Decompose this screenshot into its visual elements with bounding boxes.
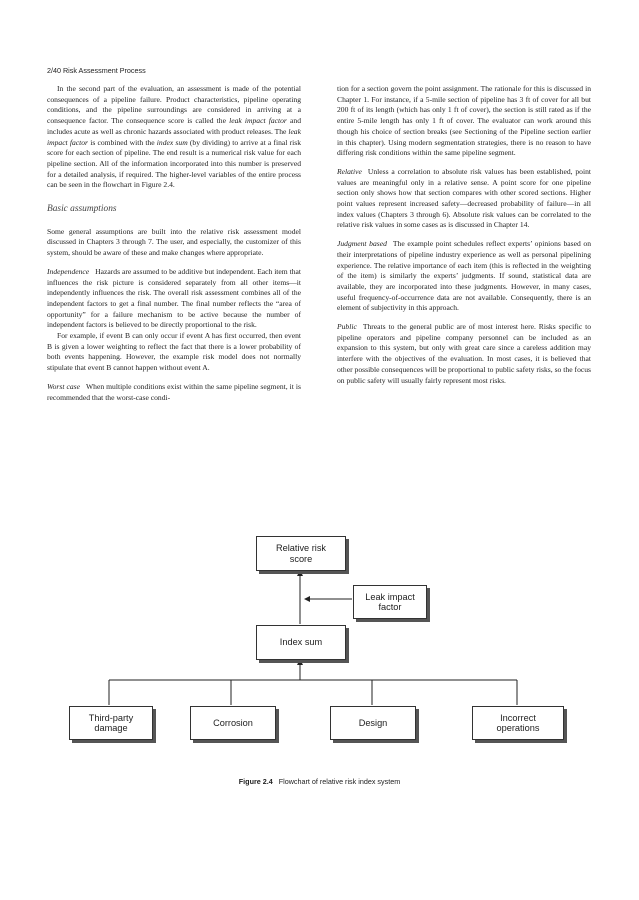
incorrect-operations-box: Incorrect operations	[472, 706, 564, 740]
public-paragraph: Public Threats to the general public are of most interest here. Risks specific to pipeline operators and pipeline company personnel can be included as an expansion to this system, but only with great care since a careless addition may interfere with the objectives of the evaluation. In most cases, it is believed that other possible consequences will be proportional to public safety risks, so the focus on public safety will usually fairly represent most risks.	[337, 322, 591, 385]
intro-paragraph: In the second part of the evaluation, an assessment is made of the potential consequences of a pipeline failure. Product characteristics, pipeline operating conditions, and the pipeline surroundings are considered in arriving at a consequence factor. The consequence score is called the leak impact factor and includes acute as well as chronic hazards associated with product releases. The leak impact factor is combined with the index sum (by dividing) to arrive at a final risk score for each section of pipeline. The end result is a numerical risk value for each pipeline section. All of the information incorporated into this number is preserved for a detailed analysis, if required. The higher-level variables of the entire process can be seen in the flowchart in Figure 2.4.	[47, 84, 301, 190]
section-heading: Basic assumptions	[47, 204, 117, 215]
public-run-head: Public	[337, 322, 357, 332]
running-head: 2/40 Risk Assessment Process	[47, 66, 146, 75]
continuation-paragraph: tion for a section govern the point assignment. The rationale for this is discussed in Chapter 1. For instance, if a 5-mile section of pipeline has 3 ft of cover for all but 200 ft of its length (which has only 1 ft of cover), the section is still rated as if the entire 5-mile length has only 1 ft of cover. The evaluator can work around this though his choice of section breaks (see Sectioning of the Pipeline section earlier in this chapter). Using modern segmentation strategies, there is no reason to have differing risk conditions within the same pipeline segment.	[337, 84, 591, 158]
example-paragraph: For example, if event B can only occur if event A has first occurred, then event B is given a lower weighting to reflect the fact that there is a lower probability of both events happening. However, the example risk model does not normally stipulate that event B cannot happen without event A.	[47, 331, 301, 373]
assumptions-intro: Some general assumptions are built into the relative risk assessment model discussed in Chapters 3 through 7. The user, and especially, the customizer of this system, should be aware of these and make changes where appropriate.	[47, 226, 301, 258]
worst-case-run-head: Worst case	[47, 381, 80, 391]
design-box: Design	[330, 706, 416, 740]
third-party-damage-box: Third-party damage	[69, 706, 153, 740]
relative-run-head: Relative	[337, 166, 362, 176]
figure-caption	[0, 777, 639, 786]
right-column	[337, 84, 591, 386]
corrosion-box: Corrosion	[190, 706, 276, 740]
relative-paragraph: Relative Unless a correlation to absolute risk values has been established, point values are meaningful only in a relative sense. A point score for one pipeline section only shows how that section compares with other scored sections. Higher point values represent increased safety—decreased probability of failure—in all index values (Chapters 3 through 6). Absolute risk values can be correlated to the relative risk values in some cases as is discussed in Chapter 14.	[337, 166, 591, 230]
worst-case-paragraph: Worst case When multiple conditions exist within the same pipeline segment, it is recommended that the worst-case condi-	[47, 381, 301, 402]
index-sum-box: Index sum	[256, 625, 346, 660]
relative-risk-score-box: Relative risk score	[256, 536, 346, 571]
figure-label: Figure 2.4	[238, 777, 273, 786]
independence-paragraph: Independence Hazards are assumed to be additive but independent. Each item that influences the risk picture is considered separately from all other items—it independently influences the risk. The overall risk assessment combines all of the independent factors to get a final number. The final number reflects the “area of opportunity” for a failure mechanism to be active because the number of independent factors is believed to be directly proportional to the risk.	[47, 266, 301, 330]
left-column	[47, 84, 301, 403]
judgment-run-head: Judgment based	[337, 239, 387, 249]
independence-run-head: Independence	[47, 266, 90, 276]
judgment-paragraph: Judgment based The example point schedules reflect experts’ opinions based on their interpretations of pipeline industry experience as well as personal pipelining experience. The relative importance of each item (this is reflected in the weighting of the item) is similarly the experts’ judgments. If sound, statistical data are available, they are incorporated into these judgments. However, in many cases, useful frequency-of-occurrence data are not available. Consequently, there is an element of subjectivity in this approach.	[337, 239, 592, 313]
figure-caption-text: Flowchart of relative risk index system	[278, 777, 401, 786]
leak-impact-factor-box: Leak impact factor	[353, 585, 427, 619]
